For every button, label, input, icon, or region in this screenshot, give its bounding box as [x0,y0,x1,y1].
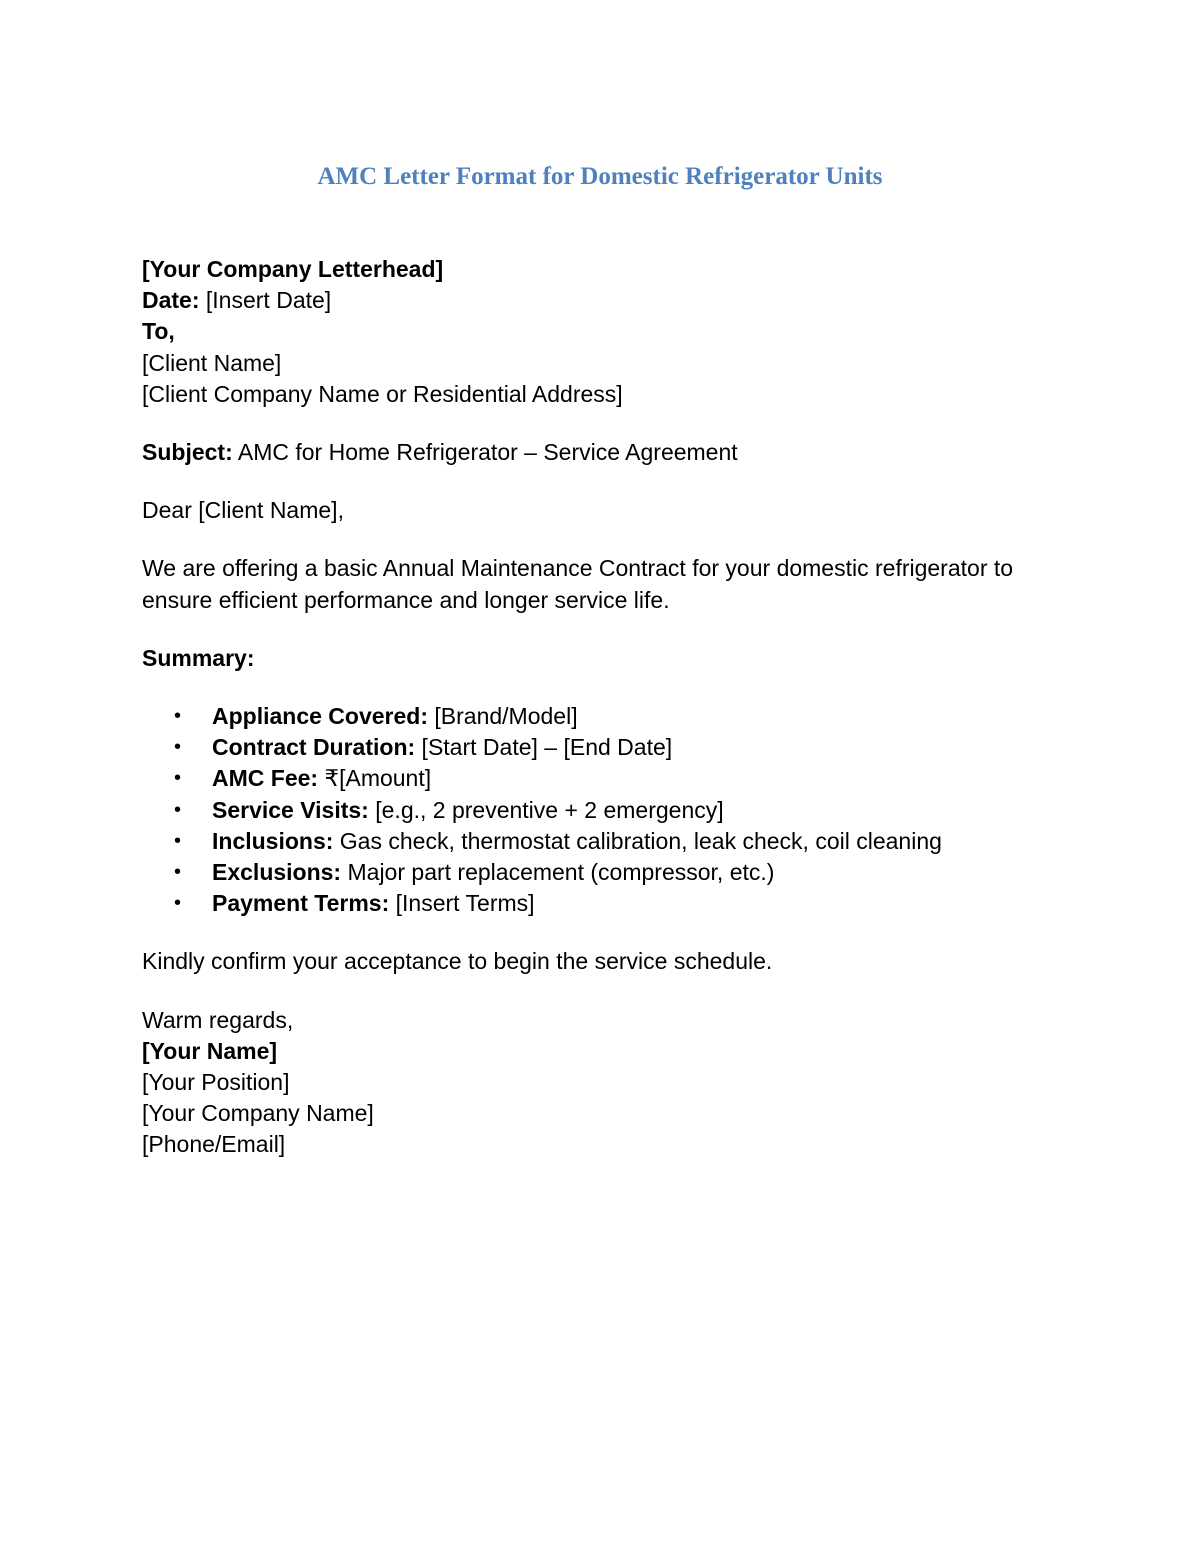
company-letterhead: [Your Company Letterhead] [142,256,444,282]
item-value: [Brand/Model] [428,703,578,730]
item-label: Payment Terms: [212,890,390,917]
bullet-icon: • [174,861,182,884]
to-label: To, [142,318,175,345]
bullet-icon: • [174,736,182,759]
bullet-icon: • [174,767,182,790]
subject-value: AMC for Home Refrigerator – Service Agreement [232,439,738,466]
signature-contact: [Phone/Email] [142,1131,286,1158]
item-value: [e.g., 2 preventive + 2 emergency] [368,796,724,823]
salutation: Dear [Client Name], [142,497,344,524]
item-label: AMC Fee: [212,765,319,792]
list-item [142,732,1072,763]
bullet-icon: • [174,829,182,852]
signature-name: [Your Name] [142,1037,278,1064]
summary-list [142,701,1072,919]
list-item [142,795,1072,826]
subject-line [142,437,1072,468]
document-title: AMC Letter Format for Domestic Refrigerator Units [317,163,883,190]
item-label: Inclusions: [212,827,334,854]
intro-paragraph-line-2: ensure efficient performance and longer service life. [142,586,670,613]
signature-position: [Your Position] [142,1069,290,1096]
closing-request: Kindly confirm your acceptance to begin the service schedule. [142,948,773,975]
spacer [142,468,1072,495]
list-item [142,763,1072,794]
item-value: Major part replacement (compressor, etc.) [341,859,775,886]
subject-label: Subject: [142,439,233,466]
date-label: Date: [142,287,200,314]
spacer [142,674,1072,701]
item-value: ₹[Amount] [318,765,432,792]
list-item [142,826,1072,857]
sign-off: Warm regards, [142,1006,294,1033]
spacer [142,616,1072,643]
date-value: [Insert Date] [199,287,332,314]
item-value: Gas check, thermostat calibration, leak check, coil cleaning [333,827,942,854]
list-item [142,701,1072,732]
letter-body [142,254,1072,1161]
spacer [142,526,1072,553]
summary-heading: Summary: [142,644,255,671]
client-address: [Client Company Name or Residential Address] [142,380,623,407]
item-label: Service Visits: [212,796,369,823]
spacer [142,410,1072,437]
signature-company: [Your Company Name] [142,1100,374,1127]
client-name: [Client Name] [142,349,282,376]
item-value: [Insert Terms] [389,890,535,917]
spacer [142,919,1072,946]
intro-paragraph-line-1: We are offering a basic Annual Maintenance Contract for your domestic refrigerator to [142,555,1014,582]
item-value: [Start Date] – [End Date] [415,734,673,761]
bullet-icon: • [174,892,182,915]
date-line [142,285,1072,316]
item-label: Contract Duration: [212,734,416,761]
list-item [142,888,1072,919]
item-label: Appliance Covered: [212,703,428,730]
spacer [142,978,1072,1005]
bullet-icon: • [174,798,182,821]
bullet-icon: • [174,705,182,728]
item-label: Exclusions: [212,859,342,886]
list-item [142,857,1072,888]
